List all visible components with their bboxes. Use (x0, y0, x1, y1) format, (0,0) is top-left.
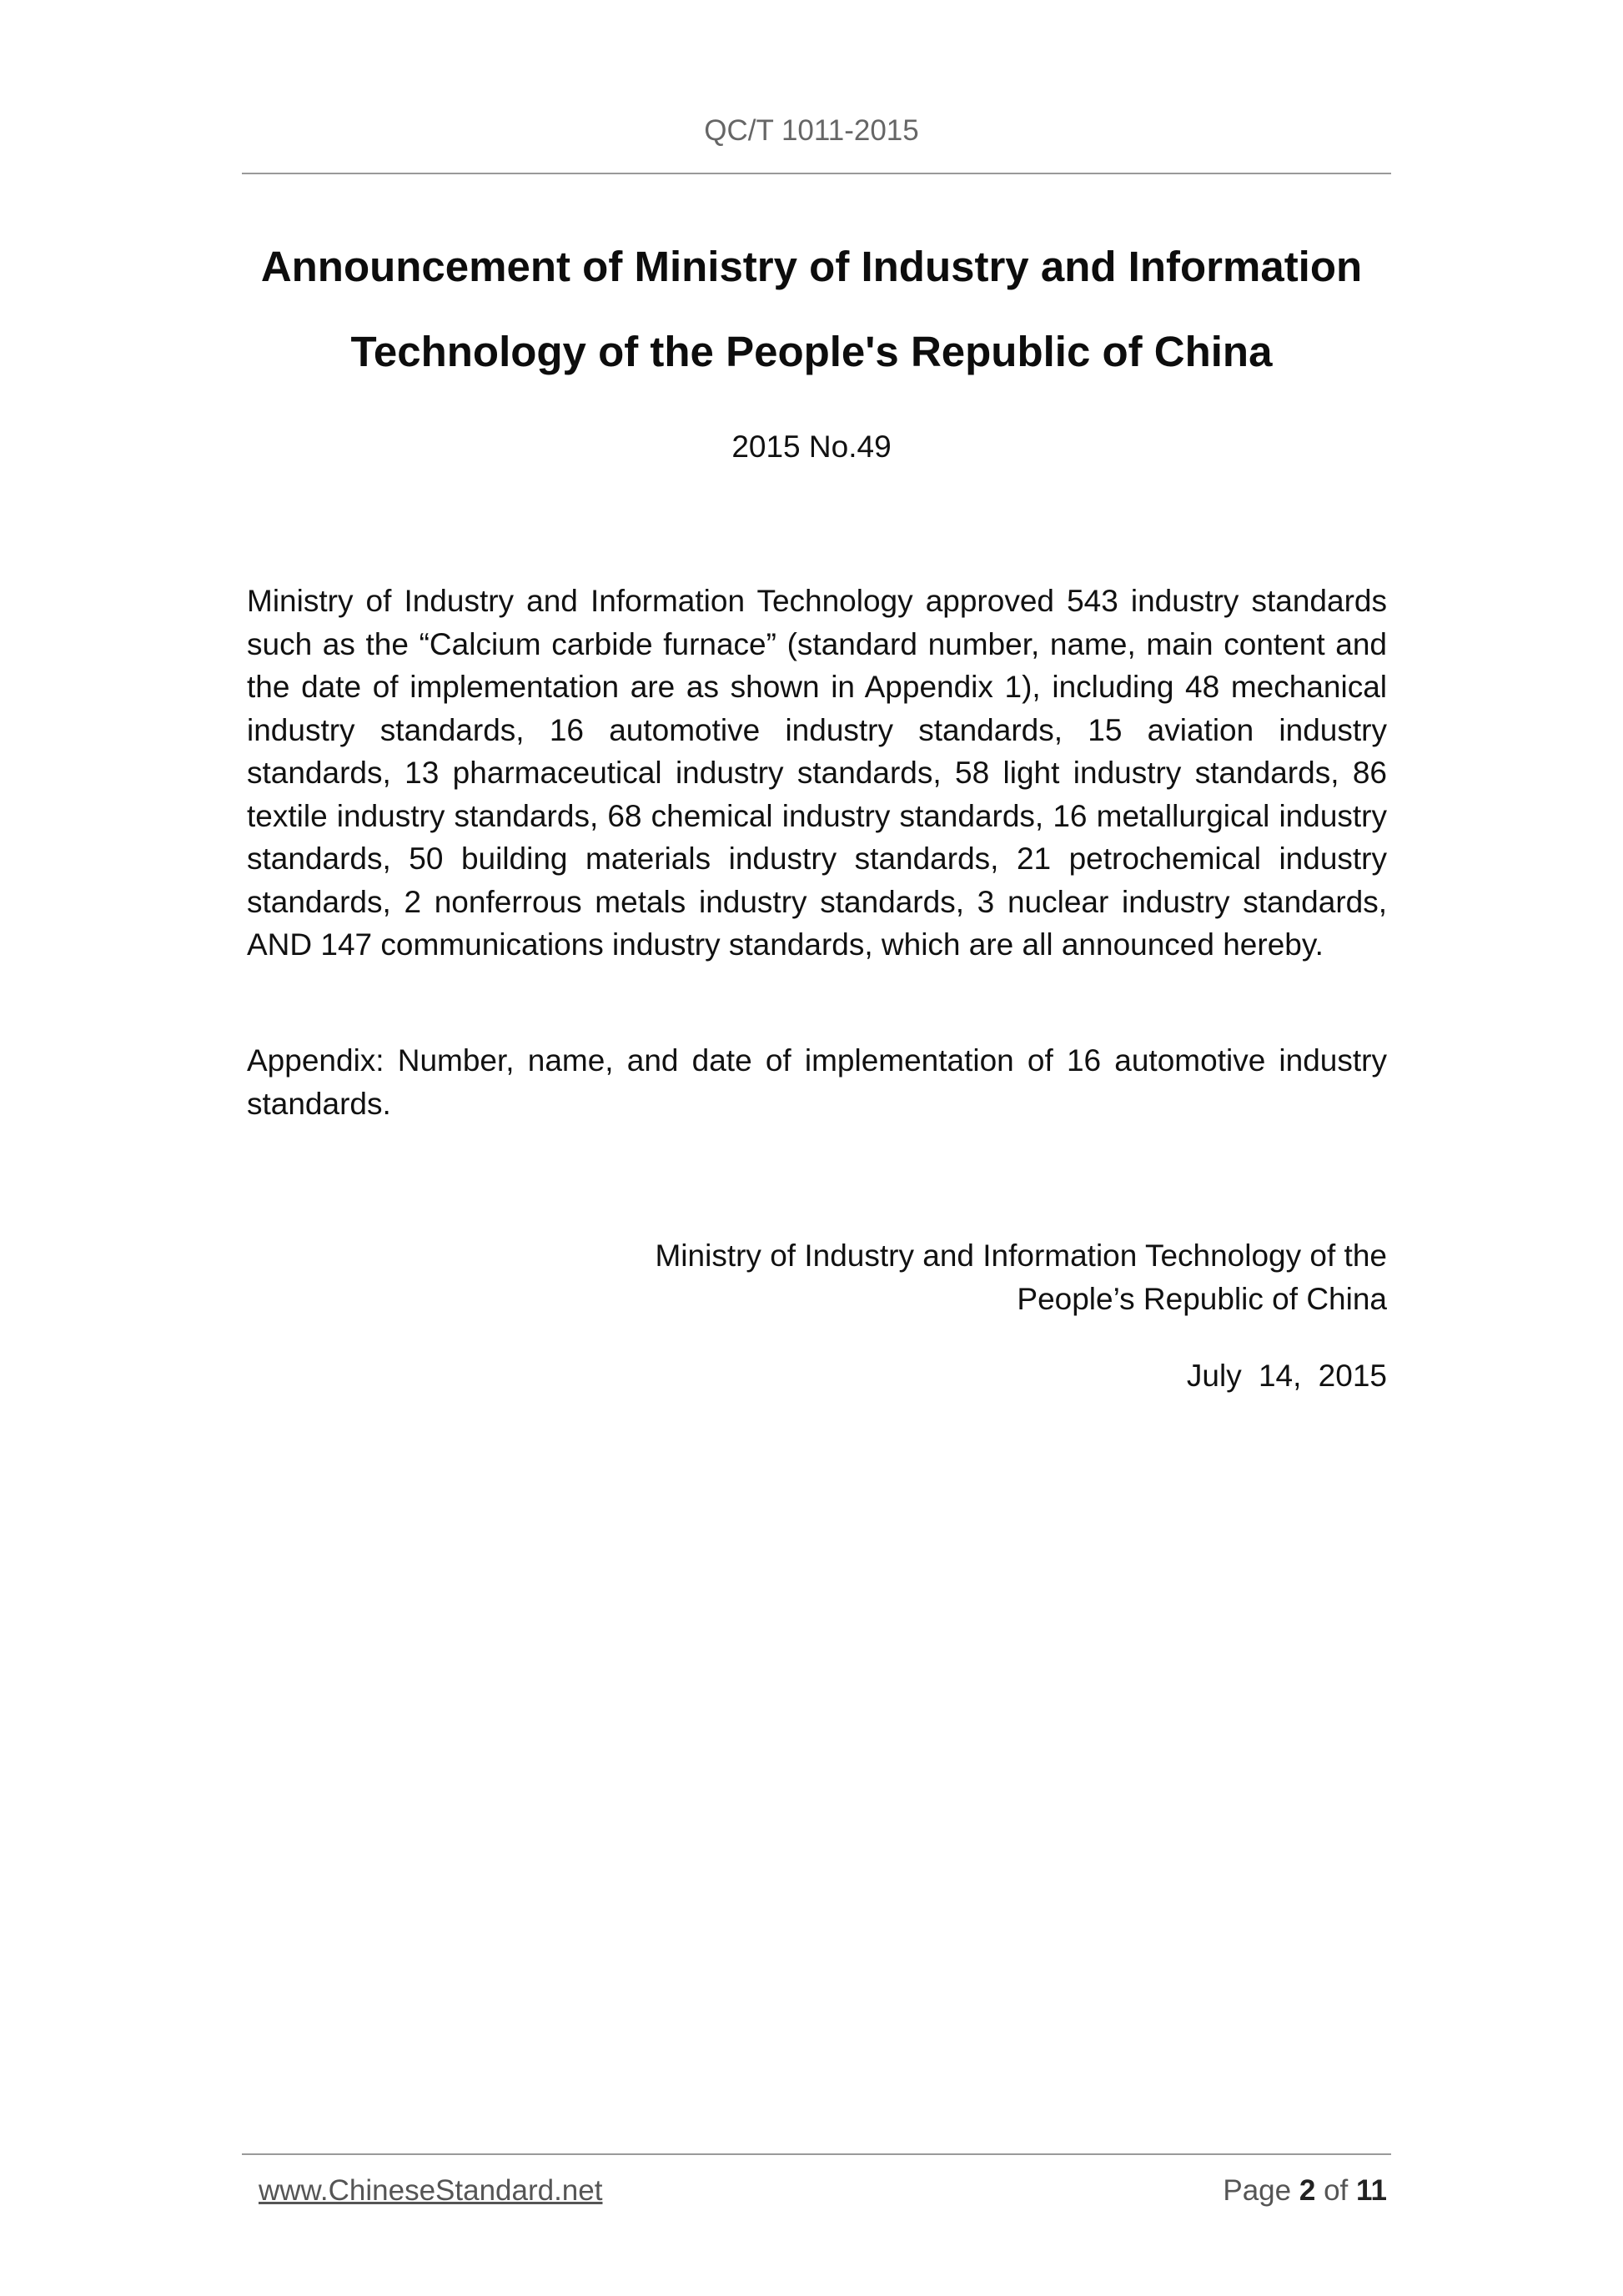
signature-organization (553, 1234, 1387, 1320)
footer-site-link[interactable]: www.ChineseStandard.net (259, 2174, 603, 2207)
signature-date: July 14, 2015 (1186, 1359, 1387, 1393)
body-paragraph-appendix: Appendix: Number, name, and date of implementation of 16 automotive industry standards. (247, 1043, 1387, 1121)
document-header-code: QC/T 1011-2015 (704, 114, 919, 147)
page-prefix: Page (1223, 2174, 1292, 2207)
total-pages-number: 11 (1356, 2174, 1387, 2207)
announcement-title-line-1: Announcement of Ministry of Industry and Information (260, 243, 1363, 290)
announcement-title-line-2: Technology of the People's Republic of China (350, 328, 1273, 375)
current-page-number: 2 (1299, 2174, 1316, 2207)
announcement-number: 2015 No.49 (731, 430, 892, 464)
body-paragraph-main: Ministry of Industry and Information Technology approved 543 industry standards such as the “Calcium carbide furnace” (standard number, name, main content and the date of implementation are as shown in Appendix 1), including 48 mechanical industry standards, 16 automotive industry standards, 15 aviation industry standards, 13 pharmaceutical industry standards, 58 light industry standards, 86 textile industry standards, 68 chemical industry standards, 16 metallurgical industry standards, 50 building materials industry standards, 21 petrochemical industry standards, 2 nonferrous metals industry standards, 3 nuclear industry standards, AND 147 communications industry standards, which are all announced hereby. (247, 584, 1387, 962)
footer-divider (242, 2153, 1391, 2155)
page-indicator (1223, 2174, 1387, 2208)
header-divider (242, 173, 1391, 174)
page-of-label: of (1324, 2174, 1349, 2207)
signature-organization-line-2: People’s Republic of China (1017, 1281, 1387, 1316)
signature-organization-line-1: Ministry of Industry and Information Technology of the (655, 1238, 1387, 1273)
